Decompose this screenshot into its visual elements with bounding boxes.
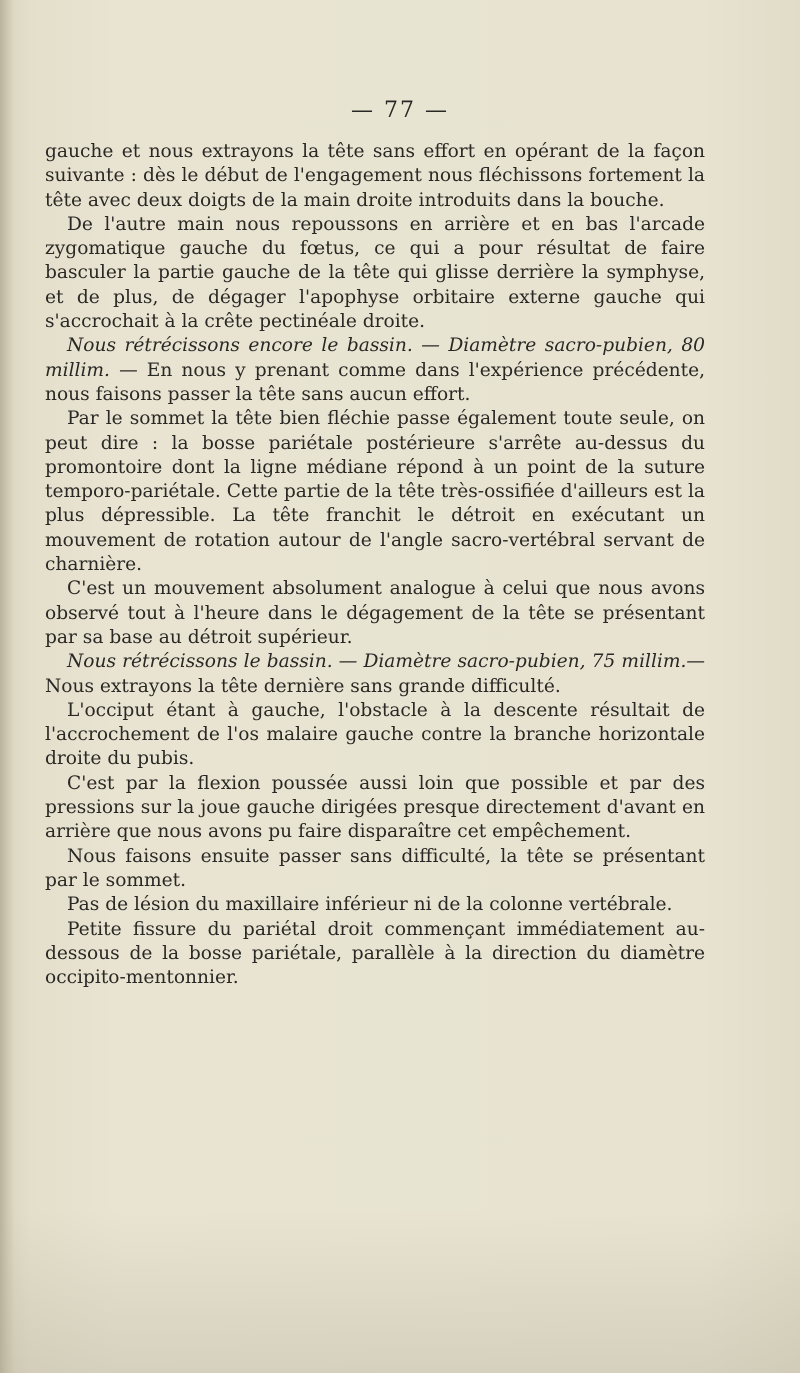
binding-edge bbox=[0, 0, 14, 1373]
paragraph-11-text: Petite fissure du pariétal droit commençant immédiatement au-dessous de la bosse pariétale, parallèle à la direction du diamètre occipito-mentonnier. bbox=[45, 918, 705, 989]
paragraph-6 bbox=[45, 650, 705, 699]
paragraph-3-text: — En nous y prenant comme dans l'expérience précédente, nous faisons passer la tête sans aucun effort. bbox=[45, 359, 705, 405]
page-bottom-shadow bbox=[0, 1210, 800, 1373]
paragraph-7-text: L'occiput étant à gauche, l'obstacle à la descente résultait de l'accrochement de l'os malaire gauche contre la branche horizontale droite du pubis. bbox=[45, 699, 705, 770]
paragraph-3-heading: Nous rétrécissons encore le bassin. — Diamètre sacro-pubien, 80 millim. bbox=[45, 335, 705, 381]
paragraph-9 bbox=[45, 845, 705, 894]
page-number: — 77 — bbox=[351, 98, 449, 123]
paragraph-1 bbox=[45, 140, 705, 213]
paragraph-7 bbox=[45, 699, 705, 772]
paragraph-10 bbox=[45, 893, 705, 917]
paragraph-8-text: C'est par la flexion poussée aussi loin que possible et par des pressions sur la joue gauche dirigées presque directement d'avant en arrière que nous avons pu faire disparaître cet empêchement. bbox=[45, 772, 705, 843]
paragraph-8 bbox=[45, 772, 705, 845]
paragraph-4-text: Par le sommet la tête bien fléchie passe également toute seule, on peut dire : la bosse pariétale postérieure s'arrête au-dessus du promontoire dont la ligne médiane répond à un point de la suture temporo-pariétale. Cette partie de la tête très-ossifiée d'ailleurs est la plus dépressible. La tête franchit le détroit en exécutant un mouvement de rotation autour de l'angle sacro-vertébral servant de charnière. bbox=[45, 408, 705, 576]
paragraph-5-text: C'est un mouvement absolument analogue à celui que nous avons observé tout à l'heure dans le dégagement de la tête se présentant par sa base au détroit supérieur. bbox=[45, 578, 705, 648]
paragraph-2 bbox=[45, 213, 705, 334]
paragraph-3 bbox=[45, 334, 705, 407]
paragraph-2-text: De l'autre main nous repoussons en arrière et en bas l'arcade zygomatique gauche du fœtus, ce qui a pour résultat de faire basculer la partie gauche de la tête qui glisse derrière la symphyse, et de plus, de dégager l'apophyse orbitaire externe gauche qui s'accrochait à la crête pectinéale droite. bbox=[45, 213, 705, 333]
paragraph-6-heading: Nous rétrécissons le bassin. — Diamètre sacro-pubien, 75 millim. bbox=[67, 651, 687, 673]
paragraph-1-text: gauche et nous extrayons la tête sans effort en opérant de la façon suivante : dès le début de l'engagement nous fléchissons fortement la tête avec deux doigts de la main droite introduits dans la bouche. bbox=[45, 141, 705, 211]
text-body bbox=[45, 140, 705, 990]
paragraph-11 bbox=[45, 918, 705, 991]
paragraph-5 bbox=[45, 577, 705, 650]
paragraph-10-text: Pas de lésion du maxillaire inférieur ni de la colonne vertébrale. bbox=[67, 894, 673, 916]
paragraph-4 bbox=[45, 407, 705, 577]
paragraph-6-text: — Nous extrayons la tête dernière sans grande difficulté. bbox=[45, 651, 705, 697]
paragraph-9-text: Nous faisons ensuite passer sans difficulté, la tête se présentant par le sommet. bbox=[45, 845, 705, 891]
